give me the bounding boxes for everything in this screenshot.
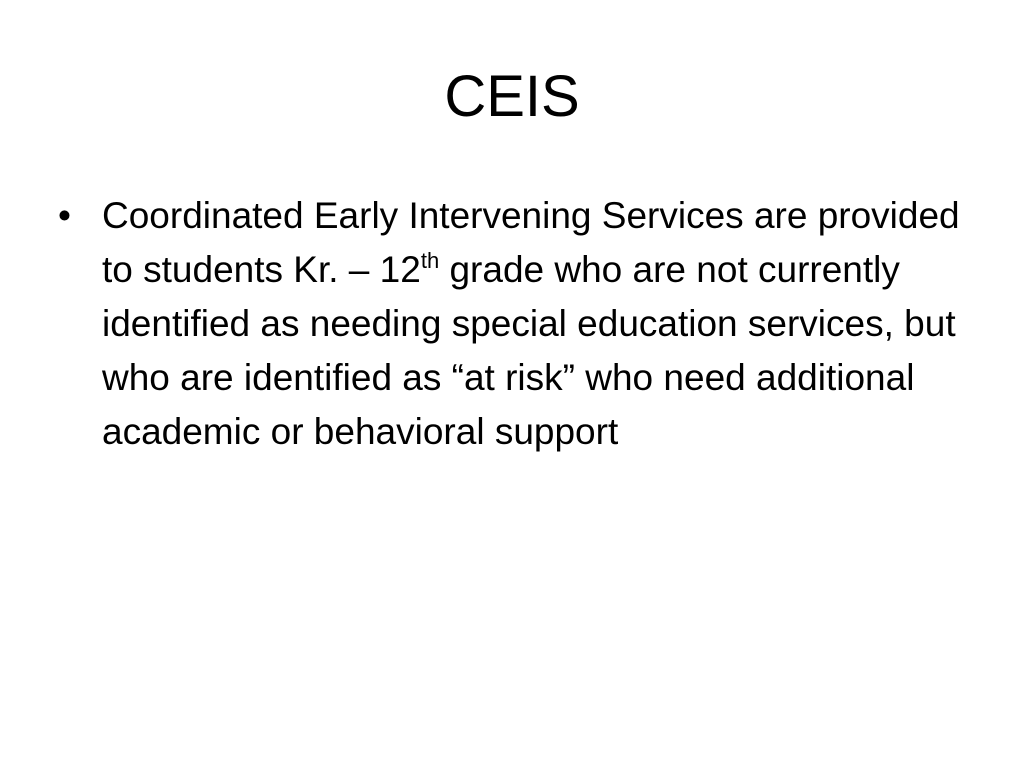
bullet-item xyxy=(58,189,978,459)
bullet-list xyxy=(58,189,978,459)
bullet-text xyxy=(102,195,960,452)
slide-title: CEIS xyxy=(444,64,580,129)
bullet-marker: • xyxy=(58,195,71,236)
bullet-text-continued: grade who are not currently identified as needing special education services, but who are identified as “at risk” who need additional academic or behavioral support xyxy=(102,249,956,452)
ordinal-superscript: th xyxy=(420,248,440,273)
bullet-text-main: Coordinated Early Intervening Services are provided to students Kr. – 12 xyxy=(102,195,960,290)
